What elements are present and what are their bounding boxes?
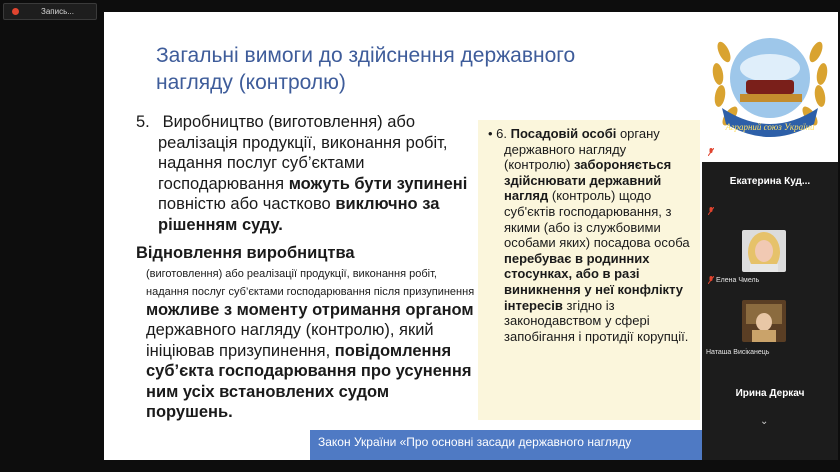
recording-indicator[interactable] bbox=[3, 3, 97, 20]
slide-title: Загальні вимоги до здійснення державного нагляду (контролю) bbox=[156, 44, 576, 94]
svg-text:Аграрний союз України: Аграрний союз України bbox=[725, 122, 815, 132]
recording-label: Запись... bbox=[41, 7, 74, 16]
participant-name-1[interactable]: Екатерина Куд... bbox=[729, 176, 811, 187]
mic-muted-icon bbox=[708, 148, 714, 156]
mic-muted-icon bbox=[708, 276, 714, 284]
wheat-wreath-icon bbox=[702, 12, 838, 162]
mic-muted-icon bbox=[708, 207, 714, 215]
participant-name-4[interactable]: Ирина Деркач bbox=[735, 388, 805, 399]
item-6-box bbox=[478, 120, 700, 420]
participants-panel bbox=[702, 12, 838, 460]
shared-slide bbox=[104, 12, 736, 460]
person-photo-icon bbox=[742, 230, 786, 272]
participant-name-2[interactable]: Елена Чмель bbox=[716, 277, 760, 284]
record-dot-icon bbox=[12, 8, 19, 15]
resume-paragraph: Відновлення виробництва (виготовлення) або реалізації продукції, виконання робіт, надання послуг суб’єктами господарювання після призупинення можливе з моменту отримання органом державного нагляду (контролю), який ініціював призупинення, повідомлення суб’єкта господарювання про усунення ним усіх встановлених судом порушень. bbox=[136, 244, 475, 421]
participant-avatar-2[interactable] bbox=[742, 230, 786, 272]
item-5: 5. Виробництво (виготовлення) або реалізація продукції, виконання робіт, надання послуг суб’єктами господарювання можуть бути зупинені повністю або частково виключно за рішенням суду. bbox=[136, 113, 468, 234]
union-logo bbox=[702, 12, 838, 162]
law-reference: Закон України «Про основні засади державного нагляду bbox=[310, 430, 710, 460]
left-column bbox=[136, 112, 476, 423]
person-photo-icon bbox=[742, 300, 786, 342]
chevron-down-icon[interactable]: ⌄ bbox=[760, 416, 769, 427]
participant-avatar-3[interactable] bbox=[742, 300, 786, 342]
participant-name-3[interactable]: Наташа Висіканець bbox=[706, 349, 770, 356]
item-6: • 6. Посадовій особі органу державного нагляду (контролю) забороняється здійснювати державний нагляд (контроль) щодо суб'єктів господарювання, з якими (або із службовими особами яких) посадова особа перебуває в родинних стосунках, або в разі виникнення у неї конфлікту інтересів згідно із законодавством у сфері запобігання і протидії корупції. bbox=[488, 126, 690, 344]
